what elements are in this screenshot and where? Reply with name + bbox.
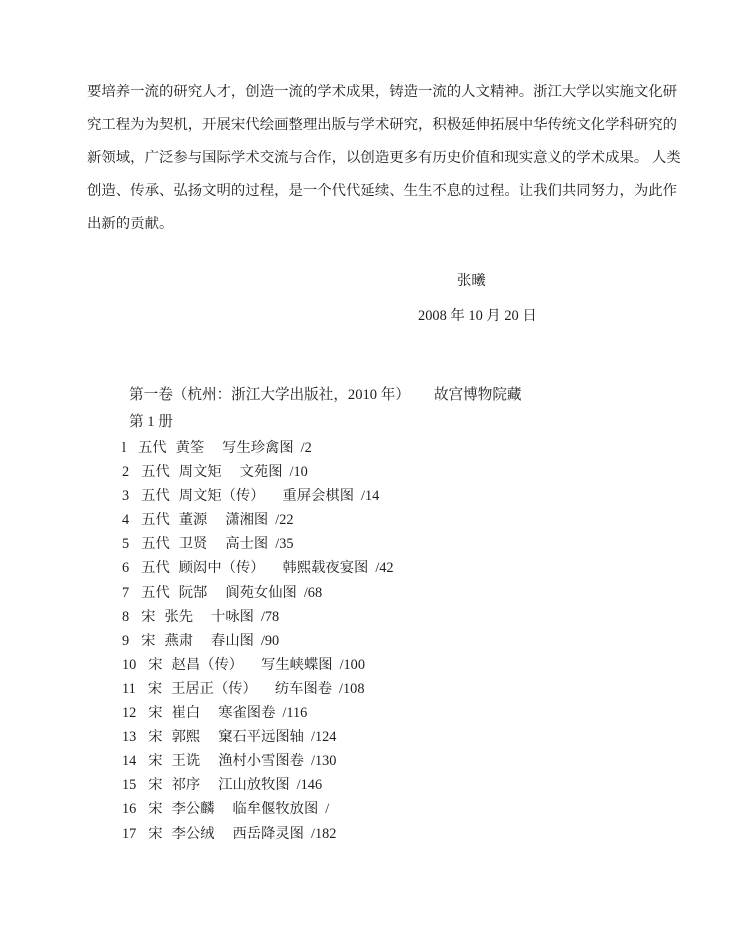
toc-artist: 郭熙 (171, 729, 201, 746)
toc-title: 潇湘图 (225, 512, 269, 529)
toc-title: 窠石平远图轴 (218, 729, 304, 746)
toc-number: 6 (122, 560, 130, 577)
toc-dynasty: 宋 (148, 825, 163, 842)
toc-number: 11 (122, 680, 136, 697)
paragraph-line: 究工程为为契机，开展宋代绘画整理出版与学术研究，积极延伸拓展中华传统文化学科研究的 (87, 117, 678, 133)
toc-title: 寒雀图卷 (218, 705, 276, 722)
toc-title: 春山图 (211, 632, 254, 649)
toc-row (122, 436, 394, 460)
toc-artist: 崔白 (171, 705, 201, 722)
toc-dynasty: 宋 (148, 777, 163, 794)
toc-artist: 李公麟 (171, 801, 215, 818)
toc-page-ref: /146 (296, 777, 323, 794)
paragraph-line: 创造、传承、弘扬文明的过程，是一个代代延续、生生不息的过程。让我们共同努力，为此作 (87, 183, 678, 199)
toc-page-ref: /130 (310, 753, 337, 770)
toc-title: 江山放牧图 (218, 777, 290, 794)
toc-title: 文苑图 (239, 464, 283, 481)
toc-number: 13 (122, 729, 137, 746)
toc-title: 渔村小雪图卷 (218, 753, 304, 770)
toc-artist: 周文矩 (178, 464, 222, 481)
toc-page-ref: /2 (300, 440, 312, 456)
toc-title: 阆苑女仙图 (225, 584, 297, 601)
toc-dynasty: 五代 (141, 464, 170, 481)
toc-title: 写生珍禽图 (222, 440, 294, 456)
toc-number: 10 (122, 656, 137, 673)
toc-number: 16 (122, 801, 137, 818)
collection-name: 故宫博物院藏 (433, 387, 522, 403)
toc-dynasty: 五代 (141, 488, 170, 505)
toc-row (122, 556, 394, 580)
toc-row (122, 629, 394, 653)
toc-number: 8 (122, 608, 130, 625)
toc-page-ref: /124 (310, 729, 337, 746)
toc-dynasty: 宋 (148, 656, 163, 673)
toc-artist: 王诜 (171, 753, 201, 770)
toc-number: 9 (122, 632, 130, 649)
book-number: 第 1 册 (129, 414, 173, 430)
toc-row (122, 773, 394, 797)
signature-name: 张曦 (457, 273, 486, 289)
preface-paragraph (87, 76, 681, 241)
toc-number: 15 (122, 777, 137, 794)
toc-artist: 王居正（传） (171, 680, 257, 697)
toc-artist: 黄筌 (175, 440, 205, 456)
toc-page-ref: /100 (339, 656, 365, 673)
toc-row (122, 460, 394, 484)
toc-dynasty: 宋 (148, 705, 163, 722)
paragraph-line: 新领域，广泛参与国际学术交流与合作，以创造更多有历史价值和现实意义的学术成果。 人类 (87, 150, 681, 166)
toc-row (122, 822, 394, 846)
toc-number: 5 (122, 536, 130, 553)
toc-dynasty: 五代 (137, 440, 167, 456)
toc-row (122, 677, 394, 701)
toc-dynasty: 宋 (148, 753, 163, 770)
volume-heading (129, 385, 522, 405)
toc-row (122, 701, 394, 725)
toc-page-ref: /68 (303, 584, 323, 601)
toc-title: 重屏会棋图 (282, 488, 355, 505)
toc-page-ref: /14 (361, 488, 380, 505)
paragraph-line: 要培养一流的研究人才，创造一流的学术成果，铸造一流的人文精神。浙江大学以实施文化研 (87, 84, 678, 100)
toc-row (122, 725, 394, 749)
toc-number: 14 (122, 753, 137, 770)
toc-dynasty: 五代 (141, 536, 170, 553)
toc-page-ref: /35 (275, 536, 294, 553)
toc-artist: 赵昌（传） (171, 656, 244, 673)
toc-page-ref: /182 (310, 825, 337, 842)
toc-dynasty: 五代 (141, 560, 170, 577)
toc-number: 3 (122, 488, 130, 505)
toc-row (122, 484, 394, 508)
toc-artist: 卫贤 (178, 536, 208, 553)
volume-info: 第一卷（杭州：浙江大学出版社，2010 年） (129, 387, 410, 403)
toc-dynasty: 五代 (141, 584, 170, 601)
toc-row (122, 508, 394, 532)
toc-dynasty: 宋 (148, 801, 163, 818)
toc-dynasty: 宋 (141, 632, 156, 649)
toc-list (122, 436, 394, 846)
toc-title: 临牟偃牧放图 (232, 801, 319, 818)
toc-page-ref: / (325, 801, 330, 818)
toc-dynasty: 宋 (147, 680, 163, 697)
toc-title: 纺车图卷 (274, 680, 333, 697)
toc-artist: 祁序 (171, 777, 201, 794)
toc-page-ref: /78 (260, 608, 280, 625)
toc-row (122, 653, 394, 677)
toc-artist: 顾闳中（传） (178, 560, 265, 577)
toc-number: 7 (122, 584, 130, 601)
toc-artist: 张先 (164, 608, 194, 625)
paragraph-line: 出新的贡献。 (87, 216, 174, 232)
toc-title: 韩熙载夜宴图 (282, 560, 369, 577)
signature-date: 2008 年 10 月 20 日 (418, 308, 537, 324)
toc-page-ref: /42 (375, 560, 394, 577)
toc-title: 高士图 (225, 536, 269, 553)
toc-row (122, 605, 394, 629)
toc-dynasty: 五代 (141, 512, 170, 529)
toc-artist: 李公绒 (171, 825, 215, 842)
toc-artist: 燕肃 (164, 632, 194, 649)
toc-artist: 董源 (178, 512, 208, 529)
toc-row (122, 797, 394, 821)
toc-number: 2 (122, 464, 130, 481)
toc-row (122, 581, 394, 605)
toc-title: 西岳降灵图 (232, 825, 304, 842)
toc-dynasty: 宋 (148, 729, 163, 746)
toc-artist: 阮郜 (178, 584, 208, 601)
toc-title: 写生峡蝶图 (261, 656, 333, 673)
toc-row (122, 532, 394, 556)
toc-page-ref: /116 (282, 705, 308, 722)
toc-number: l (122, 440, 126, 456)
toc-number: 4 (122, 512, 130, 529)
toc-page-ref: /90 (260, 632, 280, 649)
toc-page-ref: /108 (339, 680, 365, 697)
toc-artist: 周文矩（传） (178, 488, 265, 505)
toc-page-ref: /22 (275, 512, 294, 529)
toc-title: 十咏图 (211, 608, 254, 625)
toc-number: 17 (122, 825, 137, 842)
toc-page-ref: /10 (289, 464, 308, 481)
toc-row (122, 749, 394, 773)
toc-dynasty: 宋 (141, 608, 156, 625)
toc-number: 12 (122, 705, 137, 722)
